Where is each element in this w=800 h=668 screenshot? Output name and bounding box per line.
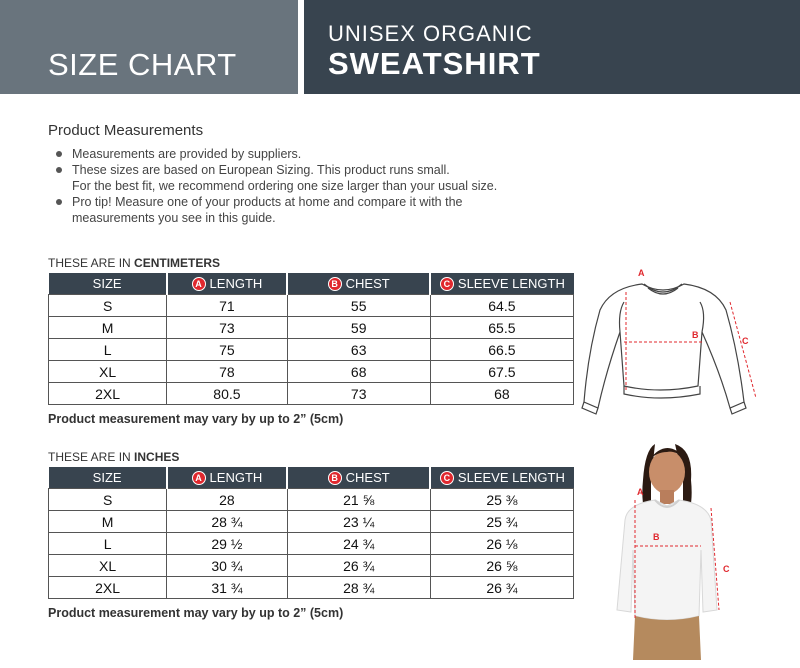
note-text: These sizes are based on European Sizing. This product runs small.	[72, 163, 450, 177]
col-size	[49, 273, 167, 295]
table-cell: 28	[167, 489, 287, 511]
table-cell: S	[49, 295, 167, 317]
inch-table-title	[48, 450, 179, 464]
label-a: A	[638, 268, 645, 278]
col-sleeve	[430, 467, 573, 489]
table-cell: 23 ¼	[287, 511, 430, 533]
note-item	[56, 194, 497, 226]
table-cell: 68	[287, 361, 430, 383]
table-cell: 66.5	[430, 339, 573, 361]
table-cell: 55	[287, 295, 430, 317]
col-label: LENGTH	[209, 470, 263, 485]
table-row	[49, 489, 574, 511]
label-c: C	[723, 564, 730, 574]
model-photo	[615, 440, 790, 660]
note-item	[56, 162, 497, 194]
table-cell: 25 ⅜	[430, 489, 573, 511]
sweatshirt-diagram	[580, 262, 780, 422]
unit-name: INCHES	[134, 450, 180, 464]
table-cell: 26 ⅛	[430, 533, 573, 555]
product-subtitle: UNISEX ORGANIC	[328, 21, 533, 46]
header-right-panel	[304, 0, 800, 94]
table-cell: 64.5	[430, 295, 573, 317]
table-cell: 78	[167, 361, 287, 383]
table-cell: 71	[167, 295, 287, 317]
table-cell: 30 ¾	[167, 555, 287, 577]
table-cell: 2XL	[49, 383, 167, 405]
col-label: SIZE	[92, 470, 122, 485]
table-cell: 26 ¾	[287, 555, 430, 577]
note-item	[56, 146, 497, 162]
product-title: SWEATSHIRT	[328, 46, 541, 81]
note-text: Pro tip! Measure one of your products at home and compare it with the	[72, 195, 463, 209]
badge-c: C	[440, 277, 454, 291]
table-row	[49, 383, 574, 405]
table-cell: 75	[167, 339, 287, 361]
unit-prefix: THESE ARE IN	[48, 450, 135, 464]
table-cell: 2XL	[49, 577, 167, 599]
table-row	[49, 295, 574, 317]
table-cell: M	[49, 511, 167, 533]
note-text: Measurements are provided by suppliers.	[72, 147, 302, 161]
col-length	[167, 467, 287, 489]
col-length	[167, 273, 287, 295]
col-label: SIZE	[92, 276, 122, 291]
inch-variance-note: Product measurement may vary by up to 2” (5cm)	[48, 606, 344, 620]
size-chart-title: SIZE CHART	[48, 47, 237, 82]
col-label: SLEEVE LENGTH	[457, 276, 565, 291]
table-row	[49, 511, 574, 533]
table-cell: L	[49, 339, 167, 361]
label-b: B	[653, 532, 660, 542]
unit-prefix: THESE ARE IN	[48, 256, 135, 270]
table-cell: 80.5	[167, 383, 287, 405]
table-cell: 21 ⅝	[287, 489, 430, 511]
header-left-panel	[0, 0, 298, 94]
table-row	[49, 577, 574, 599]
unit-name: CENTIMETERS	[134, 256, 221, 270]
table-cell: S	[49, 489, 167, 511]
table-cell: 59	[287, 317, 430, 339]
measurement-notes	[56, 146, 497, 226]
table-row	[49, 555, 574, 577]
table-row	[49, 339, 574, 361]
badge-c: C	[440, 471, 454, 485]
table-cell: 73	[287, 383, 430, 405]
table-cell: 63	[287, 339, 430, 361]
table-cell: 65.5	[430, 317, 573, 339]
table-cell: 26 ⅝	[430, 555, 573, 577]
table-cell: XL	[49, 555, 167, 577]
label-b: B	[692, 330, 699, 340]
table-cell: 29 ½	[167, 533, 287, 555]
col-sleeve	[430, 273, 573, 295]
table-row	[49, 317, 574, 339]
table-cell: 25 ¾	[430, 511, 573, 533]
note-text: measurements you see in this guide.	[72, 211, 276, 225]
cm-variance-note: Product measurement may vary by up to 2” (5cm)	[48, 412, 344, 426]
table-cell: 68	[430, 383, 573, 405]
table-row	[49, 533, 574, 555]
col-label: SLEEVE LENGTH	[457, 470, 565, 485]
badge-b: B	[328, 471, 342, 485]
label-c: C	[742, 336, 749, 346]
table-cell: M	[49, 317, 167, 339]
cm-table-title	[48, 256, 220, 270]
table-cell: 28 ¾	[287, 577, 430, 599]
table-cell: 31 ¾	[167, 577, 287, 599]
note-text: For the best fit, we recommend ordering one size larger than your usual size.	[72, 179, 498, 193]
inch-size-table	[48, 467, 574, 599]
col-label: CHEST	[345, 276, 390, 291]
table-cell: L	[49, 533, 167, 555]
table-cell: 26 ¾	[430, 577, 573, 599]
badge-b: B	[328, 277, 342, 291]
cm-size-table	[48, 273, 574, 405]
col-chest	[287, 273, 430, 295]
table-cell: 67.5	[430, 361, 573, 383]
col-label: CHEST	[345, 470, 390, 485]
table-cell: XL	[49, 361, 167, 383]
label-a: A	[637, 487, 644, 497]
badge-a: A	[192, 277, 206, 291]
table-cell: 28 ¾	[167, 511, 287, 533]
measurements-heading: Product Measurements	[48, 122, 204, 139]
table-cell: 73	[167, 317, 287, 339]
badge-a: A	[192, 471, 206, 485]
col-label: LENGTH	[209, 276, 263, 291]
col-chest	[287, 467, 430, 489]
col-size	[49, 467, 167, 489]
table-row	[49, 361, 574, 383]
table-cell: 24 ¾	[287, 533, 430, 555]
